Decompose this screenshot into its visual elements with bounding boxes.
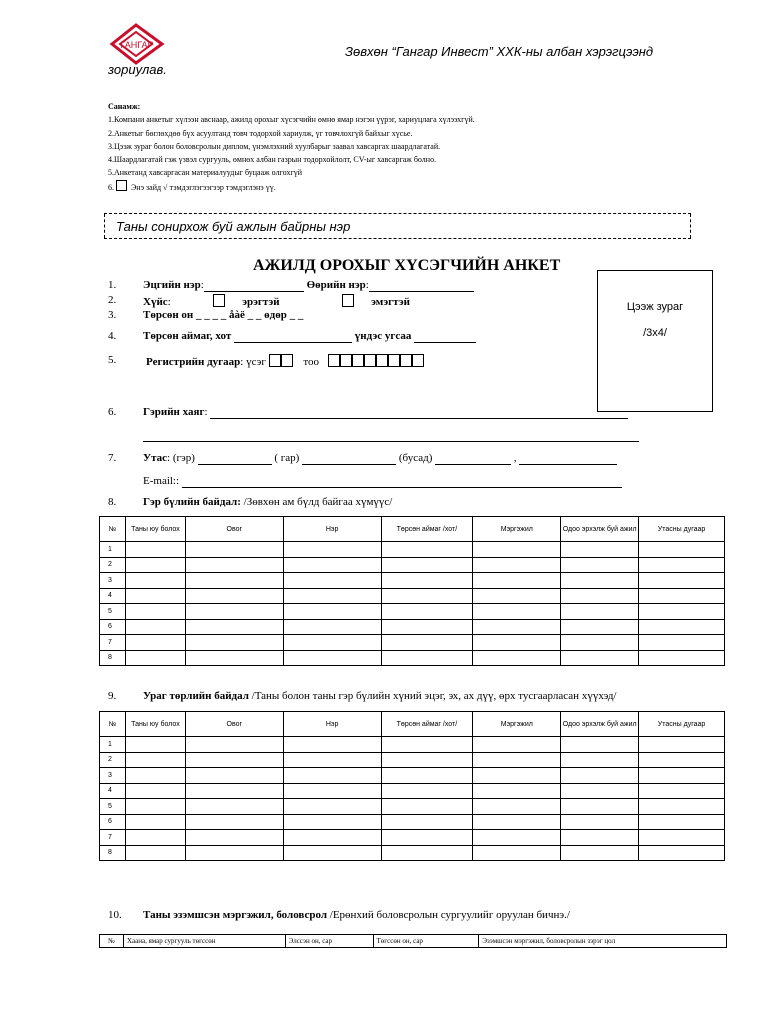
phone-mobile-label: ( гар): [274, 452, 300, 464]
email-input[interactable]: [182, 475, 622, 488]
table-cell[interactable]: [639, 635, 725, 651]
table-cell[interactable]: [185, 752, 283, 768]
table-cell[interactable]: [283, 814, 381, 830]
header-cell: №: [100, 712, 126, 737]
family-table-header: [100, 517, 725, 542]
table-cell[interactable]: [185, 557, 283, 573]
num-3: 3.: [108, 309, 117, 321]
table-cell[interactable]: [639, 604, 725, 620]
table-cell[interactable]: [381, 768, 473, 784]
notes-title: Санамж:: [108, 102, 141, 111]
num-4: 4.: [108, 330, 117, 342]
company-logo: [106, 22, 168, 66]
table-cell[interactable]: [639, 650, 725, 666]
header-cell: Одоо эрхэлж буй ажил: [561, 517, 639, 542]
table-cell[interactable]: [473, 783, 561, 799]
table-cell[interactable]: [381, 845, 473, 861]
photo-label: Цээж зураг: [626, 301, 684, 313]
note-6: [108, 180, 475, 194]
table-cell[interactable]: [283, 635, 381, 651]
table-cell[interactable]: [473, 830, 561, 846]
note-6-num: 6.: [108, 182, 114, 192]
header-cell: Мэргэжил: [473, 517, 561, 542]
num-1: 1.: [108, 279, 117, 291]
row-number: 2: [100, 752, 126, 768]
table-cell[interactable]: [283, 619, 381, 635]
table-cell[interactable]: [283, 768, 381, 784]
table-cell[interactable]: [561, 557, 639, 573]
phone-other-input-2[interactable]: [519, 452, 617, 465]
table-cell[interactable]: [381, 783, 473, 799]
table-cell[interactable]: [125, 588, 185, 604]
header-cell: Нэр: [283, 712, 381, 737]
table-cell[interactable]: [381, 557, 473, 573]
field-gender: 2. Хүйс: эрэгтэй эмэгтэй: [108, 294, 410, 308]
field-relatives: [108, 690, 617, 702]
letters-label: үсэг: [246, 356, 266, 368]
table-cell[interactable]: [125, 783, 185, 799]
female-checkbox[interactable]: [342, 294, 354, 307]
table-cell[interactable]: [185, 737, 283, 753]
table-cell[interactable]: [381, 573, 473, 589]
table-cell[interactable]: [125, 619, 185, 635]
table-cell[interactable]: [561, 799, 639, 815]
table-cell[interactable]: [125, 635, 185, 651]
table-cell[interactable]: [185, 650, 283, 666]
position-box[interactable]: [104, 213, 691, 239]
table-cell[interactable]: [639, 542, 725, 558]
photo-size: /3x4/: [643, 327, 667, 339]
table-cell[interactable]: [125, 650, 185, 666]
ethnicity-label: үндэс угсаа: [354, 330, 412, 342]
table-cell[interactable]: [561, 783, 639, 799]
table-row: [100, 845, 725, 861]
row-number: 6: [100, 814, 126, 830]
table-cell[interactable]: [125, 814, 185, 830]
digit-box[interactable]: [388, 354, 400, 367]
table-cell[interactable]: [185, 542, 283, 558]
table-cell[interactable]: [283, 557, 381, 573]
row-number: 2: [100, 557, 126, 573]
table-cell[interactable]: [639, 799, 725, 815]
table-cell[interactable]: [381, 588, 473, 604]
row-number: 3: [100, 768, 126, 784]
table-cell[interactable]: [125, 830, 185, 846]
num-9: 9.: [108, 690, 117, 702]
digit-box[interactable]: [364, 354, 376, 367]
table-cell[interactable]: [125, 737, 185, 753]
table-cell[interactable]: [561, 635, 639, 651]
num-2: 2.: [108, 294, 117, 306]
header-cell: Таны юу болох: [125, 517, 185, 542]
table-cell[interactable]: [639, 814, 725, 830]
check-box[interactable]: [116, 180, 127, 191]
table-row: [100, 768, 725, 784]
table-cell[interactable]: [473, 650, 561, 666]
table-cell[interactable]: [185, 573, 283, 589]
table-cell[interactable]: [639, 845, 725, 861]
header-cell: Эзэмшсэн мэргэжил, боловсролын зэрэг цол: [479, 935, 727, 948]
table-cell[interactable]: [381, 799, 473, 815]
table-cell[interactable]: [561, 604, 639, 620]
field-family: [108, 496, 393, 508]
table-cell[interactable]: [185, 814, 283, 830]
row-number: 8: [100, 650, 126, 666]
table-cell[interactable]: [185, 588, 283, 604]
male-checkbox[interactable]: [213, 294, 225, 307]
header-cell: Нэр: [283, 517, 381, 542]
row-number: 4: [100, 783, 126, 799]
table-row: [100, 588, 725, 604]
header-cell: Төрсөн аймаг /хот/: [381, 712, 473, 737]
gender-label: Хүйс: [143, 296, 168, 308]
row-number: 7: [100, 830, 126, 846]
education-table-header: [100, 935, 727, 948]
email-label: E-mail::: [143, 475, 180, 487]
table-cell[interactable]: [125, 799, 185, 815]
table-cell[interactable]: [381, 542, 473, 558]
address-line-2[interactable]: [143, 441, 639, 442]
table-cell[interactable]: [561, 737, 639, 753]
table-cell[interactable]: [473, 542, 561, 558]
family-status-note: /Зөвхөн ам бүлд байгаа хүмүүс/: [240, 496, 393, 508]
table-row: [100, 737, 725, 753]
table-cell[interactable]: [185, 604, 283, 620]
header-cell: Овог: [185, 712, 283, 737]
table-cell[interactable]: [561, 573, 639, 589]
table-cell[interactable]: [561, 619, 639, 635]
note-6-text: Энэ зайд √ тэмдэглэгээгээр тэмдэглэнэ үү.: [131, 182, 276, 192]
table-cell[interactable]: [561, 650, 639, 666]
table-row: [100, 604, 725, 620]
table-cell[interactable]: [283, 830, 381, 846]
table-cell[interactable]: [561, 752, 639, 768]
own-name-input[interactable]: [369, 279, 474, 292]
field-birth: [108, 309, 304, 321]
header-cell: Төрсөн аймаг /хот/: [381, 517, 473, 542]
digit-box[interactable]: [400, 354, 412, 367]
table-cell[interactable]: [283, 799, 381, 815]
education-label: Таны эзэмшсэн мэргэжил, боловсрол: [143, 909, 328, 921]
table-cell[interactable]: [639, 830, 725, 846]
table-cell[interactable]: [473, 635, 561, 651]
address-input[interactable]: [210, 406, 628, 419]
ethnicity-input[interactable]: [414, 330, 476, 343]
table-cell[interactable]: [125, 604, 185, 620]
family-status-label: Гэр бүлийн байдал:: [143, 496, 241, 508]
table-cell[interactable]: [473, 768, 561, 784]
row-number: 1: [100, 542, 126, 558]
num-8: 8.: [108, 496, 117, 508]
field-phone: 7. Утас: (гэр) ( гар) (бусад) ,: [108, 452, 116, 464]
table-cell[interactable]: [283, 650, 381, 666]
table-cell[interactable]: [639, 737, 725, 753]
table-cell[interactable]: [185, 619, 283, 635]
register-label: Регистрийн дугаар: [146, 356, 241, 368]
table-cell[interactable]: [473, 557, 561, 573]
digit-box[interactable]: [328, 354, 340, 367]
note-5: 5.Анкетанд хавсаргасан материалуудыг буцааж олгохгүй: [108, 168, 303, 178]
header-cell: №: [100, 517, 126, 542]
row-number: 5: [100, 799, 126, 815]
header-cell: Элссэн он, сар: [285, 935, 373, 948]
table-cell[interactable]: [283, 783, 381, 799]
table-cell[interactable]: [639, 573, 725, 589]
page-title: АЖИЛД ОРОХЫГ ХҮСЭГЧИЙН АНКЕТ: [253, 257, 561, 274]
digit-box[interactable]: [340, 354, 352, 367]
table-cell[interactable]: [639, 557, 725, 573]
table-row: [100, 573, 725, 589]
field-names: 1. Эцгийн нэр: Өөрийн нэр:: [108, 279, 116, 291]
field-email: [143, 475, 622, 488]
table-cell[interactable]: [639, 752, 725, 768]
digit-box[interactable]: [352, 354, 364, 367]
table-cell[interactable]: [185, 830, 283, 846]
row-number: 4: [100, 588, 126, 604]
relatives-label: Ураг төрлийн байдал: [143, 690, 249, 702]
table-row: [100, 814, 725, 830]
row-number: 5: [100, 604, 126, 620]
table-cell[interactable]: [283, 845, 381, 861]
table-cell[interactable]: [283, 573, 381, 589]
header-cell: Мэргэжил: [473, 712, 561, 737]
education-note: /Ерөнхий боловсролын сургуулийг оруулан бичнэ./: [327, 909, 570, 921]
table-cell[interactable]: [185, 768, 283, 784]
table-cell[interactable]: [561, 588, 639, 604]
table-cell[interactable]: [561, 814, 639, 830]
birth-label[interactable]: Төрсөн он _ _ _ _ åàë _ _ өдөр _ _: [143, 309, 304, 321]
table-cell[interactable]: [381, 619, 473, 635]
header-cell: Таны юу болох: [125, 712, 185, 737]
family-name-input[interactable]: [204, 279, 304, 292]
note-4: 4.Шаардлагатай гэж үзвэл сургууль, өмнөх албан газрын тодорхойлолт, CV-ыг хавсаргаж болно.: [108, 155, 437, 165]
num-7: 7.: [108, 452, 117, 464]
digit-box[interactable]: [412, 354, 424, 367]
table-cell[interactable]: [381, 635, 473, 651]
table-cell[interactable]: [283, 752, 381, 768]
table-cell[interactable]: [381, 814, 473, 830]
header-cell: Одоо эрхэлж буй ажил: [561, 712, 639, 737]
row-number: 7: [100, 635, 126, 651]
phone-other-label: (бусад): [398, 452, 433, 464]
table-cell[interactable]: [185, 635, 283, 651]
table-cell[interactable]: [283, 588, 381, 604]
table-cell[interactable]: [639, 619, 725, 635]
relatives-note: /Таны болон таны гэр бүлийн хүний эцэг, эх, ах дүү, өрх тусгаарласан хүүхэд/: [248, 690, 617, 702]
table-cell[interactable]: [473, 752, 561, 768]
table-cell[interactable]: [381, 752, 473, 768]
table-cell[interactable]: [185, 845, 283, 861]
table-cell[interactable]: [561, 768, 639, 784]
table-row: [100, 650, 725, 666]
phone-mobile-input[interactable]: [302, 452, 396, 465]
digits-label: тоо: [303, 356, 320, 368]
photo-box[interactable]: [597, 270, 713, 412]
table-cell[interactable]: [561, 830, 639, 846]
header-line2: зориулав.: [108, 62, 167, 77]
header-cell: Утасны дугаар: [639, 517, 725, 542]
table-cell[interactable]: [473, 604, 561, 620]
note-1: 1.Компани анкетыг хүлээн авснаар, ажилд орохыг хүсэгчийн өмнө ямар нэгэн үүрэг, хариуцлага хүлээхгүй.: [108, 115, 475, 125]
table-row: [100, 619, 725, 635]
header-cell: Хаана, ямар сургууль төгссөн: [123, 935, 285, 948]
table-cell[interactable]: [185, 783, 283, 799]
table-cell[interactable]: [639, 768, 725, 784]
header-cell: №: [100, 935, 124, 948]
relatives-table-header: [100, 712, 725, 737]
table-cell[interactable]: [283, 604, 381, 620]
row-number: 6: [100, 619, 126, 635]
note-3: 3.Цээж зураг болон боловсролын диплом, үнэмлэхний хуулбарыг заавал хавсаргах шаардлагатай.: [108, 141, 441, 151]
logo-text: ГАНГАР: [120, 40, 154, 50]
digit-box[interactable]: [376, 354, 388, 367]
phone-label: Утас: [143, 452, 167, 464]
header-cell: Утасны дугаар: [639, 712, 725, 737]
num-10: 10.: [108, 909, 122, 921]
header-line1: Зөвхөн “Гангар Инвест” ХХК-ны албан хэрэгцээнд: [345, 44, 654, 59]
header-cell: Овог: [185, 517, 283, 542]
table-cell[interactable]: [473, 799, 561, 815]
table-cell[interactable]: [125, 557, 185, 573]
own-name-label: Өөрийн нэр: [306, 279, 366, 291]
table-cell[interactable]: [561, 542, 639, 558]
row-number: 3: [100, 573, 126, 589]
row-number: 1: [100, 737, 126, 753]
table-cell[interactable]: [125, 768, 185, 784]
table-cell[interactable]: [283, 737, 381, 753]
table-cell[interactable]: [381, 650, 473, 666]
table-cell[interactable]: [639, 588, 725, 604]
address-label: Гэрийн хаяг: [143, 406, 205, 418]
table-cell[interactable]: [473, 737, 561, 753]
table-cell[interactable]: [381, 737, 473, 753]
table-cell[interactable]: [381, 830, 473, 846]
family-name-label: Эцгийн нэр: [143, 279, 201, 291]
table-cell[interactable]: [561, 845, 639, 861]
table-row: [100, 752, 725, 768]
field-education: [108, 909, 570, 921]
table-cell[interactable]: [473, 588, 561, 604]
table-row: [100, 830, 725, 846]
birthplace-label: Төрсөн аймаг, хот: [143, 330, 232, 342]
table-cell[interactable]: [639, 783, 725, 799]
header-cell: Төгссөн он, сар: [373, 935, 479, 948]
table-cell[interactable]: [473, 619, 561, 635]
row-number: 8: [100, 845, 126, 861]
table-row: [100, 557, 725, 573]
notes-block: [108, 100, 475, 194]
position-label: Таны сонирхож буй ажлын байрны нэр: [116, 219, 351, 234]
table-row: [100, 799, 725, 815]
table-row: [100, 542, 725, 558]
letter-box-1[interactable]: [269, 354, 281, 367]
num-6: 6.: [108, 406, 117, 418]
field-register: 5. Регистрийн дугаар: үсэг тоо: [108, 354, 116, 366]
female-label: эмэгтэй: [371, 296, 410, 308]
num-5: 5.: [108, 354, 117, 366]
table-cell[interactable]: [283, 542, 381, 558]
field-address: 6. Гэрийн хаяг:: [108, 406, 116, 418]
male-label: эрэгтэй: [242, 296, 280, 308]
table-cell[interactable]: [125, 845, 185, 861]
table-cell[interactable]: [185, 799, 283, 815]
phone-home-label: (гэр): [172, 452, 195, 464]
table-row: [100, 783, 725, 799]
table-cell[interactable]: [125, 573, 185, 589]
table-cell[interactable]: [473, 573, 561, 589]
phone-other-input[interactable]: [435, 452, 511, 465]
table-row: [100, 635, 725, 651]
education-table: [99, 934, 727, 948]
relatives-table: [99, 711, 725, 861]
phone-home-input[interactable]: [198, 452, 272, 465]
family-table: [99, 516, 725, 666]
letter-box-2[interactable]: [281, 354, 293, 367]
table-cell[interactable]: [473, 814, 561, 830]
table-cell[interactable]: [125, 752, 185, 768]
field-birthplace: [108, 330, 412, 342]
birthplace-input[interactable]: [234, 330, 352, 343]
table-cell[interactable]: [473, 845, 561, 861]
table-cell[interactable]: [381, 604, 473, 620]
table-cell[interactable]: [125, 542, 185, 558]
note-2: 2.Анкетыг бөглөхдөө бүх асуултанд товч тодорхой хариулж, үг товчлохгүй байхыг хүсье.: [108, 128, 413, 138]
